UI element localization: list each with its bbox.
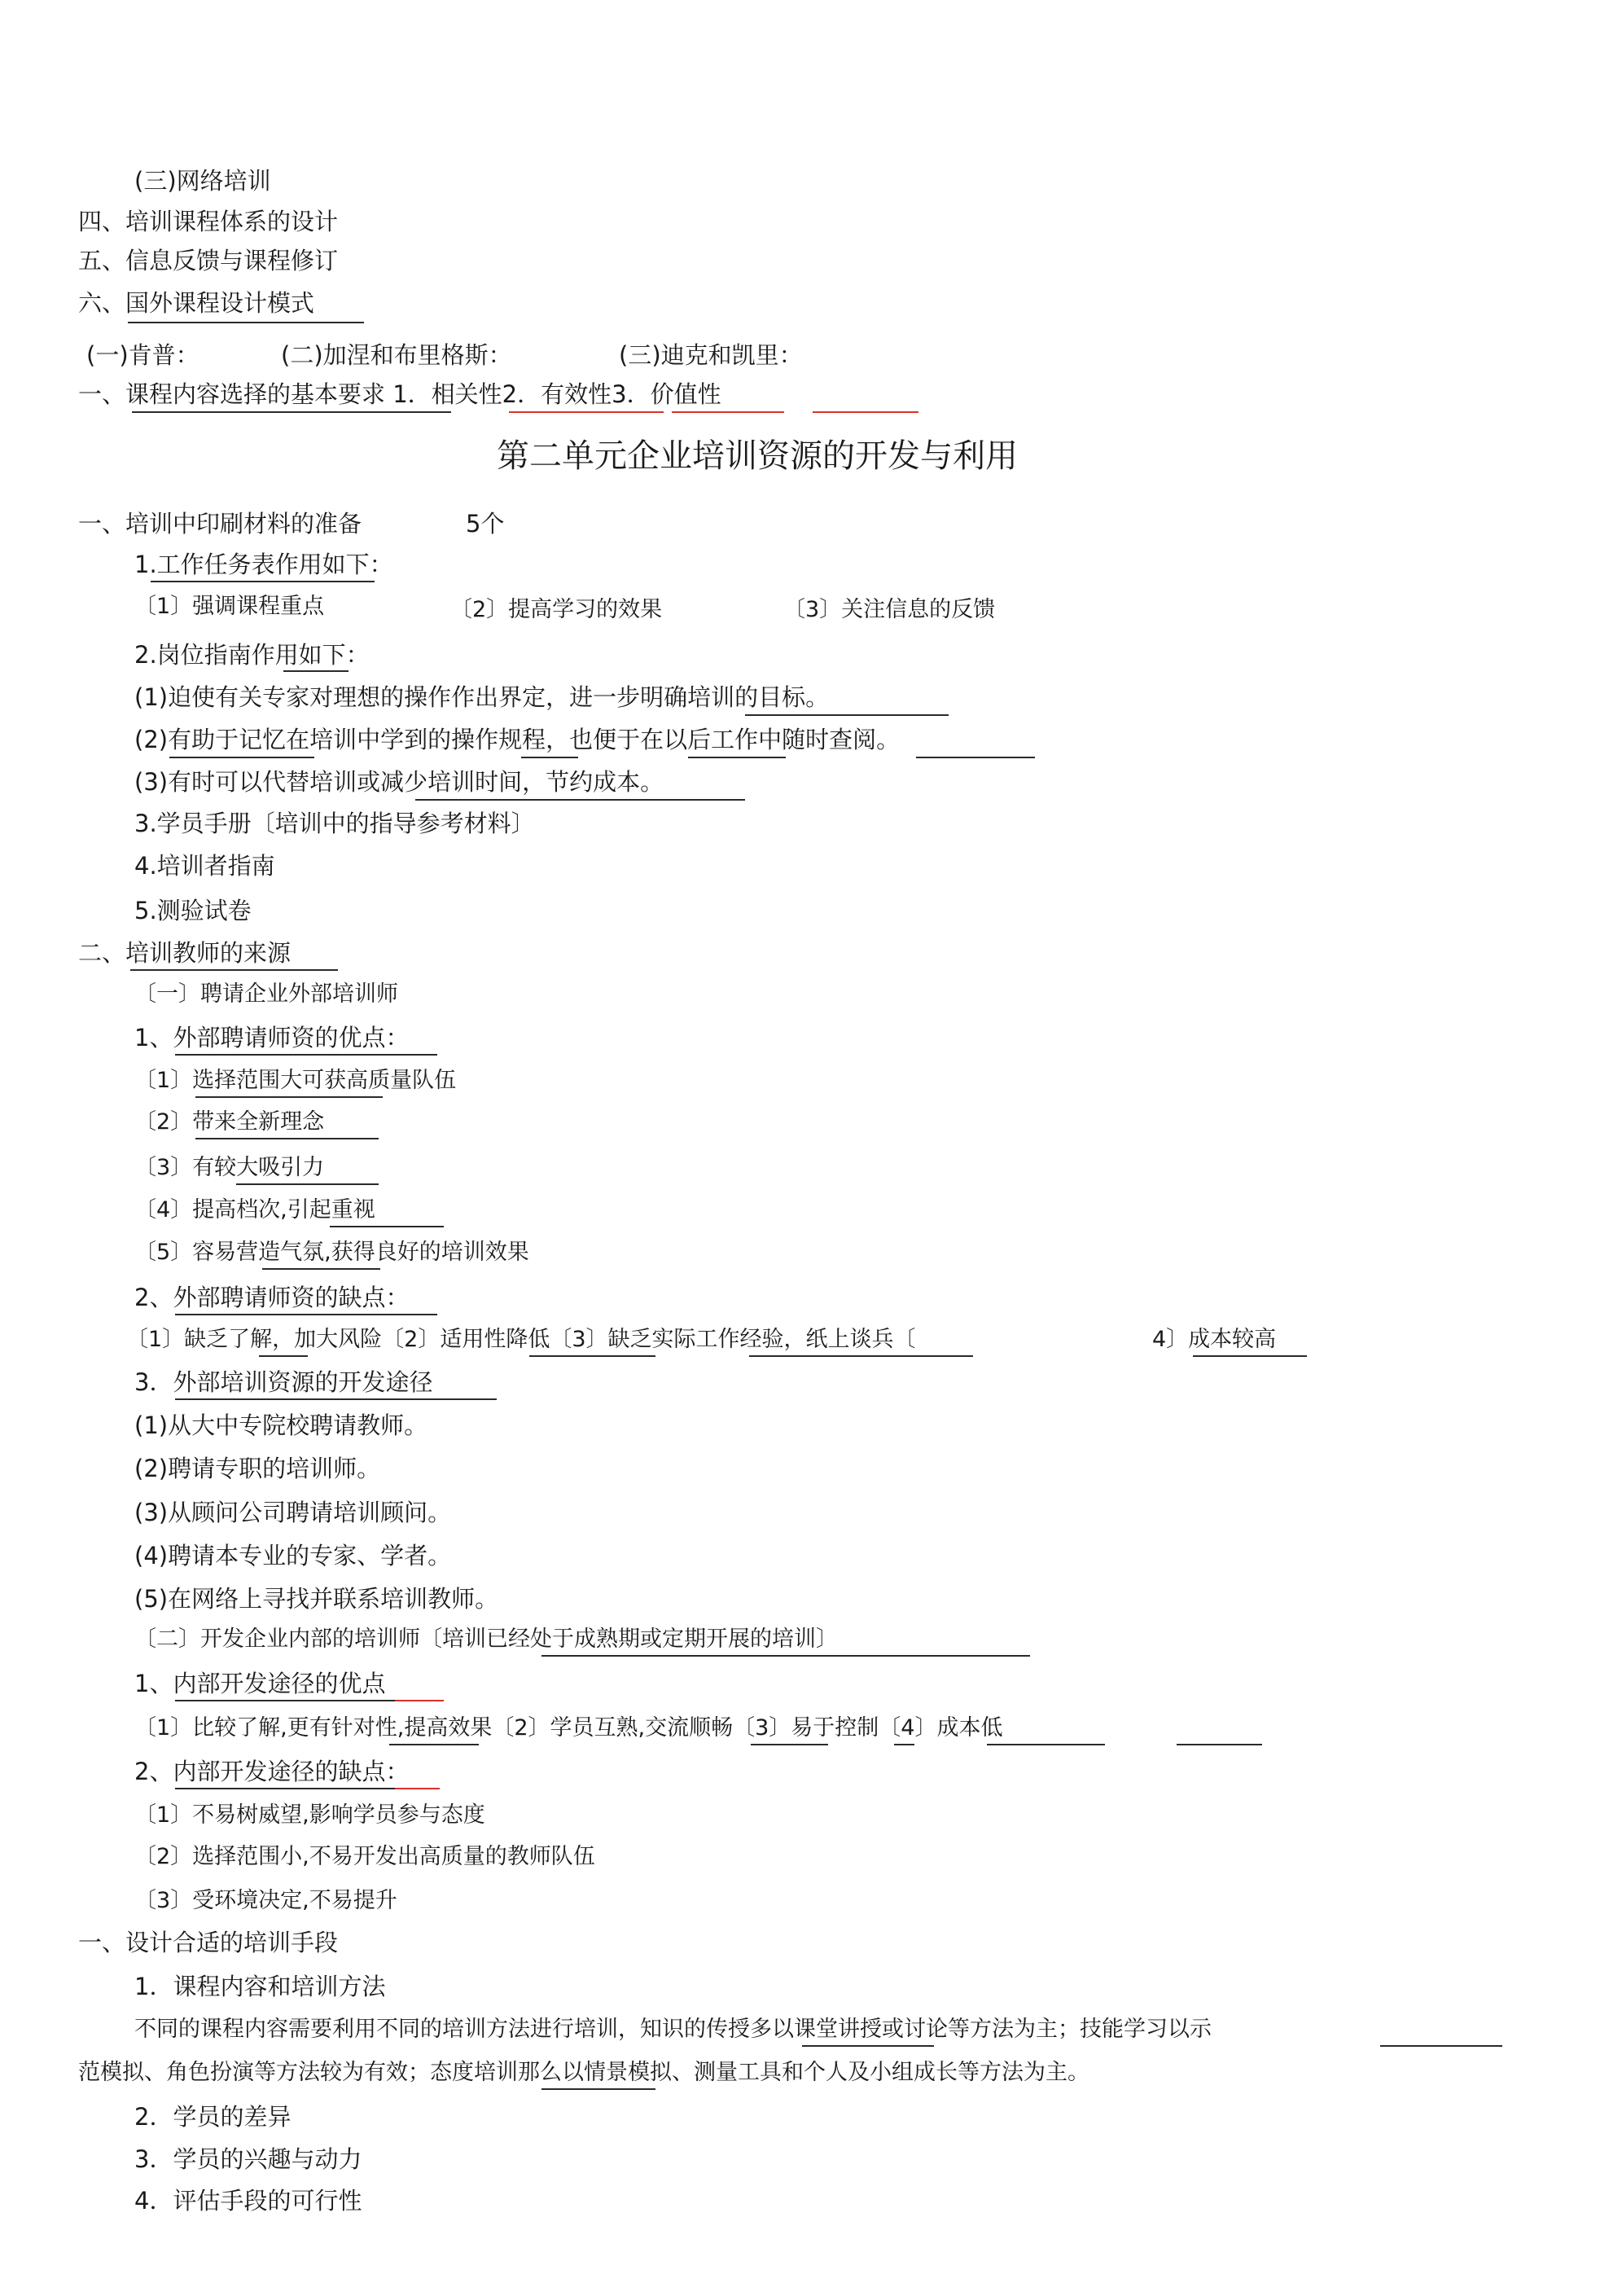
underline: [987, 1744, 1105, 1745]
list-item: 4〕成本较高: [1152, 1327, 1277, 1352]
underline: [1177, 1744, 1262, 1745]
paragraph-line: 范模拟、角色扮演等方法较为有效；态度培训那么以情景模拟、测量工具和个人及小组成长等方法为主。: [78, 2060, 1089, 2085]
underline: [521, 757, 578, 758]
item-heading: 4．评估手段的可行性: [134, 2187, 362, 2215]
section-heading: 一、设计合适的培训手段: [78, 1929, 339, 1956]
list-item: 〔2〕选择范围小,不易开发出高质量的教师队伍: [134, 1844, 595, 1869]
section-heading: (三)网络培训: [134, 167, 271, 195]
list-item: 〔1〕强调课程重点: [134, 594, 325, 619]
item-heading: 1、内部开发途径的优点: [134, 1670, 386, 1697]
list-item: (1)迫使有关专家对理想的操作作出界定，进一步明确培训的目标。: [134, 683, 830, 711]
underline: [745, 714, 949, 716]
underline: [1380, 2045, 1502, 2047]
item-heading: 3．学员的兴趣与动力: [134, 2145, 362, 2173]
underline: [175, 1314, 437, 1315]
list-item: 〔2〕带来全新理念: [134, 1109, 325, 1135]
list-item: 5.测验试卷: [134, 897, 252, 924]
list-item: (4)聘请本专业的专家、学者。: [134, 1542, 452, 1569]
section-heading: 一、培训中印刷材料的准备: [78, 510, 362, 538]
list-item: 〔3〕有较大吸引力: [134, 1155, 325, 1180]
model-item: (二)加涅和布里格斯：: [281, 341, 512, 369]
list-item: 〔4〕提高档次,引起重视: [134, 1197, 375, 1223]
underline: [195, 1138, 379, 1139]
underline: [262, 1268, 380, 1270]
item-heading: 3．外部培训资源的开发途径: [134, 1368, 433, 1396]
list-item: 〔5〕容易营造气氛,获得良好的培训效果: [134, 1240, 529, 1265]
model-item: (三)迪克和凯里：: [619, 341, 803, 369]
underline: [541, 1655, 1030, 1657]
underline: [132, 411, 451, 413]
underline-red: [395, 1788, 440, 1789]
underline-red: [672, 411, 784, 413]
underline: [894, 1744, 914, 1745]
item-heading: 1、外部聘请师资的优点：: [134, 1024, 410, 1051]
section-heading: 一、课程内容选择的基本要求 1．相关性2．有效性3．价值性: [78, 380, 721, 408]
underline: [128, 322, 364, 323]
underline: [259, 1355, 308, 1357]
count-label: 5个: [466, 510, 505, 538]
underline: [175, 1054, 437, 1056]
underline: [389, 1744, 479, 1745]
underline: [1193, 1355, 1307, 1357]
list-item: (2)有助于记忆在培训中学到的操作规程，也便于在以后工作中随时查阅。: [134, 726, 901, 753]
underline: [130, 969, 338, 971]
underline-red: [813, 411, 918, 413]
item-heading: 1.工作任务表作用如下：: [134, 551, 393, 578]
underline: [688, 757, 786, 758]
section-heading: 二、培训教师的来源: [78, 939, 292, 967]
item-heading: 2．学员的差异: [134, 2103, 292, 2131]
list-item: (5)在网络上寻找并联系培训教师。: [134, 1585, 499, 1613]
list-item: 〔1〕缺乏了解，加大风险〔2〕适用性降低〔3〕缺乏实际工作经验，纸上谈兵〔: [126, 1327, 916, 1352]
paragraph-line: 不同的课程内容需要利用不同的培训方法进行培训，知识的传授多以课堂讲授或讨论等方法为主；技能学习以示: [134, 2017, 1212, 2042]
list-item: 4.培训者指南: [134, 852, 275, 880]
underline-red: [509, 411, 664, 413]
list-item: (1)从大中专院校聘请教师。: [134, 1411, 428, 1439]
section-heading: 六、国外课程设计模式: [78, 289, 315, 317]
underline: [175, 1398, 497, 1400]
list-item: 〔3〕关注信息的反馈: [783, 597, 996, 622]
list-item: 〔1〕不易树威望,影响学员参与态度: [134, 1802, 485, 1828]
list-item: 〔1〕选择范围大可获高质量队伍: [134, 1068, 457, 1093]
underline: [802, 2045, 934, 2047]
list-item: 3.学员手册〔培训中的指导参考材料〕: [134, 810, 535, 837]
subsection-heading: 〔一〕聘请企业外部培训师: [134, 981, 398, 1007]
underline: [283, 670, 349, 672]
underline: [751, 1744, 828, 1745]
list-item: (2)聘请专职的培训师。: [134, 1455, 381, 1482]
item-heading: 1．课程内容和培训方法: [134, 1973, 386, 2000]
item-heading: 2、内部开发途径的缺点：: [134, 1758, 410, 1785]
underline-red: [395, 1700, 444, 1701]
underline: [541, 2088, 655, 2090]
underline: [236, 1183, 379, 1185]
list-item: 〔1〕比较了解,更有针对性,提高效果〔2〕学员互熟,交流顺畅〔3〕易于控制〔4〕成本低: [134, 1715, 1003, 1741]
item-heading: 2、外部聘请师资的缺点：: [134, 1284, 410, 1311]
underline: [330, 1226, 444, 1227]
page-title: 第二单元企业培训资源的开发与利用: [497, 437, 1018, 475]
list-item: 〔3〕受环境决定,不易提升: [134, 1888, 397, 1913]
underline: [169, 757, 314, 758]
underline: [529, 1355, 655, 1357]
list-item: 〔2〕提高学习的效果: [450, 597, 663, 622]
underline: [195, 1096, 383, 1098]
list-item: (3)有时可以代替培训或减少培训时间，节约成本。: [134, 768, 664, 796]
underline: [175, 1788, 395, 1789]
underline: [415, 799, 745, 801]
section-heading: 五、信息反馈与课程修订: [78, 247, 339, 274]
section-heading: 四、培训课程体系的设计: [78, 208, 339, 235]
model-item: (一)肯普：: [86, 341, 199, 369]
underline: [151, 581, 375, 582]
item-heading: 2.岗位指南作用如下：: [134, 641, 370, 669]
list-item: (3)从顾问公司聘请培训顾问。: [134, 1499, 452, 1526]
underline: [175, 1700, 395, 1701]
underline: [749, 1355, 973, 1357]
underline: [916, 757, 1035, 758]
subsection-heading: 〔二〕开发企业内部的培训师〔培训已经处于成熟期或定期开展的培训〕: [134, 1627, 838, 1652]
